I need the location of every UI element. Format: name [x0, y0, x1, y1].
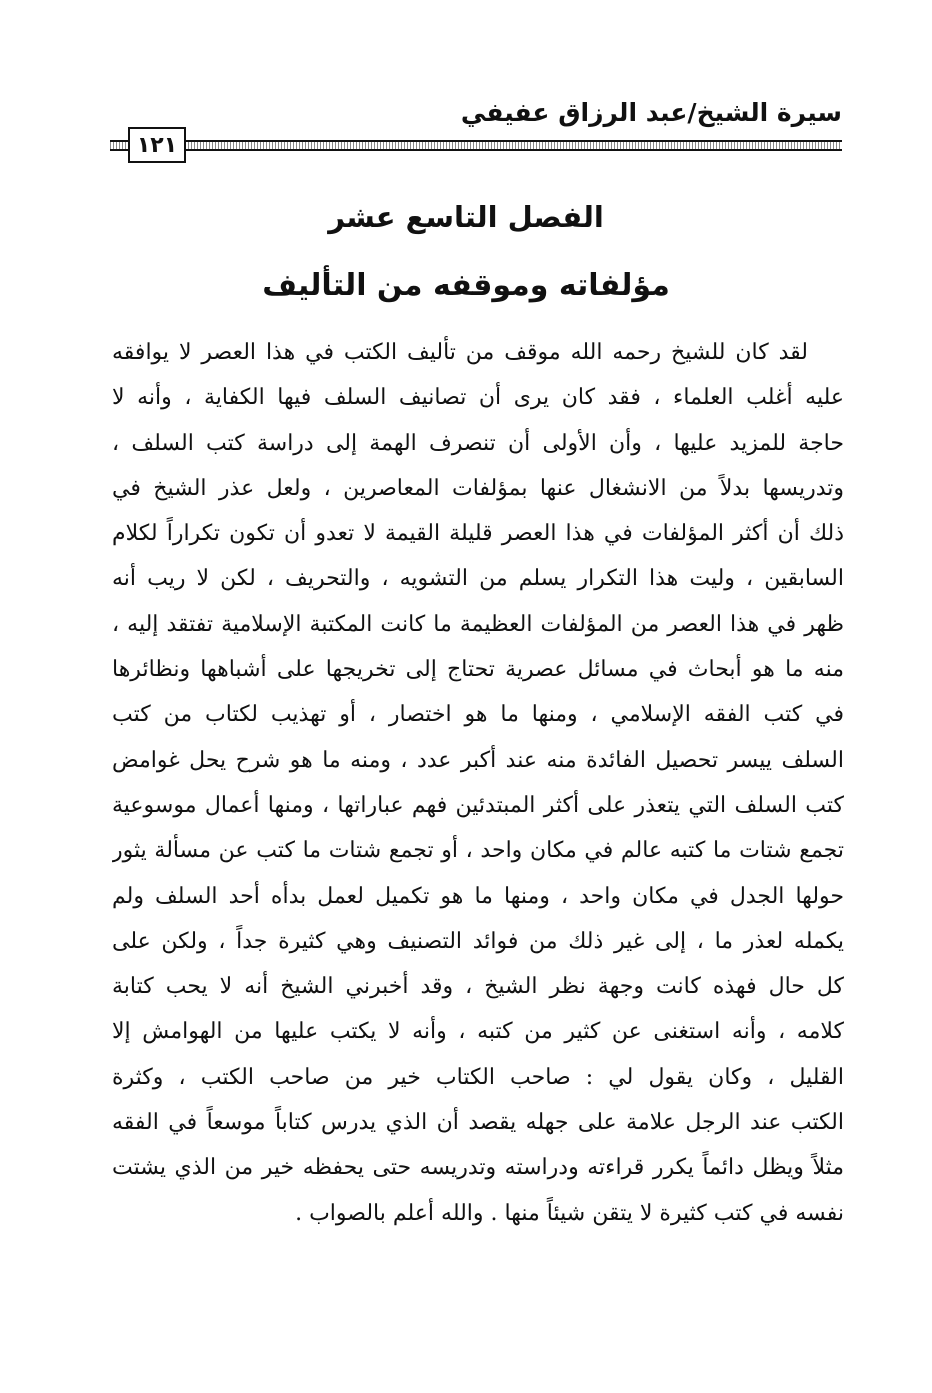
body-line: وتدريسها بدلاً من الانشغال عنها بمؤلفات المعاصرين ، ولعل عذر الشيخ في	[112, 475, 844, 501]
body-line: منه ما هو أبحاث في مسائل عصرية تحتاج إلى تخريجها على أشباهها ونظائرها	[112, 657, 844, 683]
body-line: في كتب الفقه الإسلامي ، ومنها ما هو اختصار ، أو تهذيب لكتاب من كتب	[112, 702, 844, 728]
body-line: كتب السلف التي يتعذر على أكثر المبتدئين فهم عباراتها ، ومنها أعمال موسوعية	[112, 792, 844, 818]
chapter-title: مؤلفاته وموقفه من التأليف	[262, 268, 670, 303]
body-line: الكتب عند الرجل علامة على جهله يقصد أن الذي يدرس كتاباً موسعاً في الفقه	[112, 1110, 844, 1136]
body-line: حاجة للمزيد عليها ، وأن الأولى أن تنصرف الهمة إلى دراسة كتب السلف ،	[112, 430, 844, 456]
body-line: عليه أغلب العلماء ، فقد كان يرى أن تصانيف السلف فيها الكفاية ، وأنه لا	[112, 385, 844, 411]
body-line: السلف ييسر تحصيل الفائدة منه عند أكبر عدد ، ومنه ما هو شرح يحل غوامض	[112, 747, 844, 773]
body-line: مثلاً ويظل دائماً يكرر قراءته ودراسته وتدريسه حتى يحفظه خير من الذي يشتت	[112, 1155, 844, 1181]
body-line: كل حال فهذه كانت وجهة نظر الشيخ ، وقد أخبرني الشيخ أنه لا يحب كتابة	[112, 974, 844, 1000]
body-line: تجمع شتات ما كتبه عالم في مكان واحد ، أو تجمع شتات ما كتب عن مسألة يثور	[112, 838, 844, 864]
running-header-title: سيرة الشيخ/عبد الرزاق عفيفي	[460, 98, 842, 127]
body-line: حولها الجدل في مكان واحد ، ومنها ما هو تكميل لعمل بدأه أحد السلف ولم	[112, 883, 844, 909]
body-line: ذلك أن أكثر المؤلفات في هذا العصر قليلة القيمة لا تعدو أن تكون تكراراً لكلام	[112, 521, 844, 547]
body-line: لقد كان للشيخ رحمه الله موقف من تأليف الكتب في هذا العصر لا يوافقه	[112, 340, 808, 365]
chapter-heading: الفصل التاسع عشر	[328, 200, 604, 234]
body-line: ظهر في هذا العصر من المؤلفات العظيمة ما كانت المكتبة الإسلامية تفتقد إليه ،	[112, 611, 844, 637]
body-line: كلامه ، وأنه استغنى عن كثير من كتبه ، وأنه لا يكتب عليها من الهوامش إلا	[112, 1019, 844, 1045]
page-number: ١٢١	[128, 127, 186, 163]
body-line: نفسه في كتب كثيرة لا يتقن شيئاً منها . والله أعلم بالصواب .	[295, 1200, 844, 1226]
body-line: القليل ، وكان يقول لي : صاحب الكتاب خير من صاحب الكتب ، وكثرة	[112, 1064, 844, 1090]
header-rule	[110, 140, 842, 151]
body-line: السابقين ، وليت هذا التكرار يسلم من التشويه ، والتحريف ، لكن لا ريب أنه	[112, 566, 844, 592]
body-line: يكمله لعذر ما ، إلى غير ذلك من فوائد التصنيف وهي كثيرة جداً ، ولكن على	[112, 928, 844, 954]
body-text	[112, 330, 844, 1236]
